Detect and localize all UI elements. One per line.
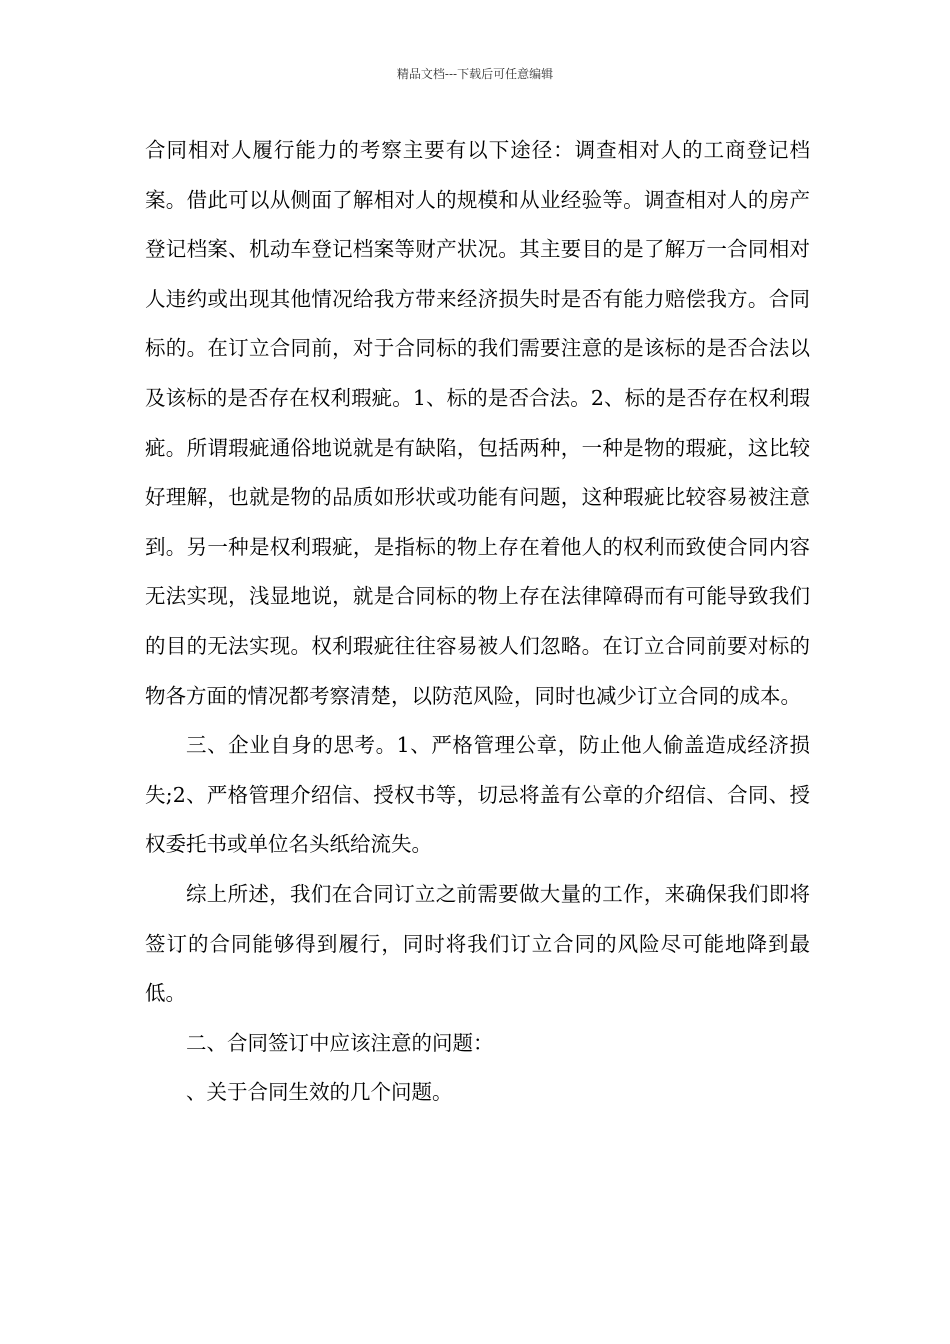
body-paragraph: 综上所述，我们在合同订立之前需要做大量的工作，来确保我们即将签订的合同能够得到履行，同时将我们订立合同的风险尽可能地降到最低。	[145, 881, 810, 1006]
body-paragraph: 合同相对人履行能力的考察主要有以下途径：调查相对人的工商登记档案。借此可以从侧面了解相对人的规模和从业经验等。调查相对人的房产登记档案、机动车登记档案等财产状况。其主要目的是了解万一合同相对人违约或出现其他情况给我方带来经济损失时是否有能力赔偿我方。合同标的。在订立合同前，对于合同标的我们需要注意的是该标的是否合法以及该标的是否存在权利瑕疵。1、标的是否合法。2、标的是否存在权利瑕疵。所谓瑕疵通俗地说就是有缺陷，包括两种，一种是物的瑕疵，这比较好理解，也就是物的品质如形状或功能有问题，这种瑕疵比较容易被注意到。另一种是权利瑕疵，是指标的物上存在着他人的权利而致使合同内容无法实现，浅显地说，就是合同标的物上存在法律障碍而有可能导致我们的目的无法实现。权利瑕疵往往容易被人们忽略。在订立合同前要对标的物各方面的情况都考察清楚，以防范风险，同时也减少订立合同的成本。	[145, 138, 810, 708]
section-heading: 二、合同签订中应该注意的问题：	[186, 1030, 494, 1055]
document-body	[145, 126, 810, 1118]
page-header: 精品文档---下载后可任意编辑	[396, 67, 554, 81]
body-paragraph: 三、企业自身的思考。1、严格管理公章，防止他人偷盖造成经济损失;2、严格管理介绍信、授权书等，切忌将盖有公章的介绍信、合同、授权委托书或单位名头纸给流失。	[145, 733, 810, 857]
subsection-heading: 、关于合同生效的几个问题。	[186, 1080, 453, 1105]
